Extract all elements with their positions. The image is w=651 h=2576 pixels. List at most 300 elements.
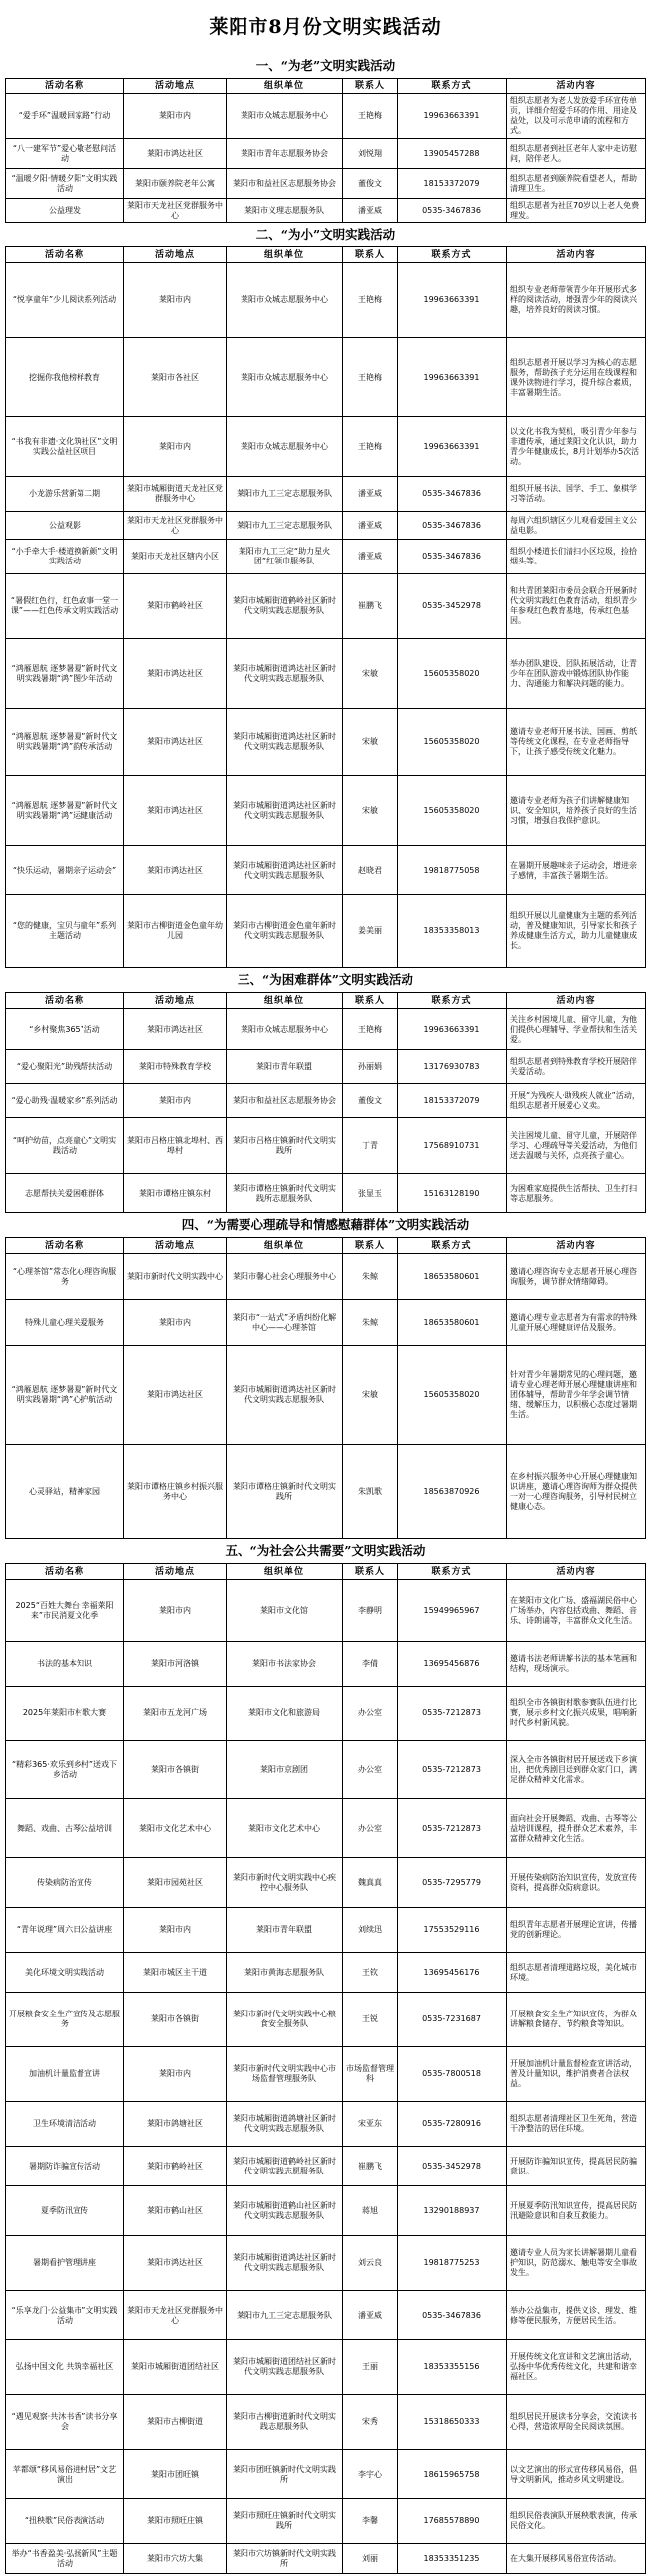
contact-phone: 18353355156 [398, 2340, 507, 2394]
table-row [6, 169, 646, 199]
activity-content: 邀请心理咨询专业志愿者开展心理咨询服务，调节群众情绪障碍。 [507, 1254, 646, 1299]
contact-person: 蒋旭 [343, 2186, 398, 2235]
activity-name: “鸿雁恩航 逐梦暑夏”新时代文明实践暑期“鸿”图少年活动 [6, 639, 124, 708]
activity-table [5, 992, 646, 1213]
activity-name: “青年说理”周六日公益讲座 [6, 1908, 124, 1952]
activity-place: 莱阳市内 [124, 1580, 227, 1641]
organizer: 莱阳市城厢街道鸽塘社区新时代文明实践志愿服务队 [227, 2102, 343, 2146]
activity-content: 组织志愿者开展以学习为核心的志愿服务，帮助孩子充分运用在线课程和课外读物进行学习，提升综合素质，丰富暑期生活。 [507, 338, 646, 416]
table-row [6, 94, 646, 139]
contact-person: 宋敏 [343, 639, 398, 708]
contact-person: 王艳梅 [343, 94, 398, 138]
page-title: 莱阳市8月份文明实践活动 [209, 16, 442, 38]
organizer: 莱阳市馨心社会心理服务中心 [227, 1254, 343, 1299]
table-row [6, 2340, 646, 2395]
activity-place: 莱阳市颐养院老年公寓 [124, 169, 227, 198]
contact-phone: 15605358020 [398, 1346, 507, 1444]
activity-content: 组织小楼道长们清扫小区垃圾，捡拾烟头等。 [507, 540, 646, 573]
column-header: 活动地点 [124, 247, 227, 262]
organizer: 莱阳市黄海志愿服务队 [227, 1953, 343, 1992]
table-row [6, 1741, 646, 1799]
column-header: 活动内容 [507, 1564, 646, 1579]
contact-person: 宋敏 [343, 1346, 398, 1444]
activity-content: 组织居民开展读书分享会，交流读书心得，营造浓厚的全民阅读氛围。 [507, 2395, 646, 2449]
table-header-row [6, 247, 646, 263]
table-row [6, 1687, 646, 1741]
organizer: 莱阳市古柳街道金色童年新时代文明实践志愿服务队 [227, 895, 343, 967]
activity-content: 组织开展以儿童健康为主题的系列活动，普及健康知识，引导家长和孩子养成健康生活方式，助力儿童健康成长。 [507, 895, 646, 967]
activity-name: 苹都颂“移风易俗进村居”文艺演出 [6, 2450, 124, 2498]
activity-content: 组织民俗表演队开展秧歌表演，传承民俗文化。 [507, 2499, 646, 2543]
table-row [6, 139, 646, 169]
section-heading: 三、“为困难群体”文明实践活动 [238, 972, 413, 987]
table-row [6, 1009, 646, 1050]
contact-person: 朱凯歌 [343, 1445, 398, 1538]
table-row [6, 1953, 646, 1993]
contact-person: 刘悦翔 [343, 139, 398, 168]
activity-content: 以文艺演出的形式宣传移风易俗，倡导文明新风，推动乡风文明建设。 [507, 2450, 646, 2498]
column-header: 活动内容 [507, 79, 646, 93]
section-heading: 二、“为小”文明实践活动 [255, 227, 396, 242]
table-row [6, 512, 646, 540]
organizer: 莱阳市城厢街道鹤山社区新时代文明实践志愿服务队 [227, 2186, 343, 2235]
contact-person: 王艳梅 [343, 417, 398, 476]
section-heading: 一、“为老”文明实践活动 [255, 58, 396, 73]
activity-content: 关注乡村困境儿童、留守儿童，为他们提供心理辅导、学业帮扶和生活关爱。 [507, 1009, 646, 1049]
contact-phone: 18653580601 [398, 1254, 507, 1299]
organizer: 莱阳市古柳街道新时代文明实践志愿服务队 [227, 2395, 343, 2449]
column-header: 组织单位 [227, 1238, 343, 1253]
activity-name: 举办“书香盈美·弘扬新风”主题活动 [6, 2544, 124, 2573]
table-row [6, 1445, 646, 1539]
activity-content: 关注困境儿童、留守儿童，开展陪伴学习、心理疏导等关爱活动，为他们送去温暖与关怀，点亮孩子童心。 [507, 1118, 646, 1173]
activity-place: 莱阳市古柳街道 [124, 2395, 227, 2449]
contact-phone: 18353351235 [398, 2544, 507, 2573]
activity-place: 莱阳市城厢街道团结社区 [124, 2340, 227, 2394]
activity-place: 莱阳市鸿达社区 [124, 1009, 227, 1049]
organizer: 莱阳市青年志愿服务协会 [227, 139, 343, 168]
organizer: 莱阳市众城志愿服务中心 [227, 1009, 343, 1049]
activity-place: 莱阳市吕格庄镇北埠村、西埠村 [124, 1118, 227, 1173]
organizer: 莱阳市新时代文明实践中心疾控中心服务队 [227, 1858, 343, 1907]
contact-person: 董俊文 [343, 1084, 398, 1117]
organizer: 莱阳市众城志愿服务中心 [227, 338, 343, 416]
table-row [6, 1346, 646, 1445]
activity-place: 莱阳市穴坊大集 [124, 2544, 227, 2573]
activity-content: 组织开展书法、国学、手工、象棋学习等活动。 [507, 477, 646, 511]
table-row [6, 2291, 646, 2340]
activity-content: 组织志愿者到特殊教育学校开展陪伴关爱活动。 [507, 1050, 646, 1083]
contact-phone: 18615965758 [398, 2450, 507, 2498]
activity-place: 莱阳市内 [124, 263, 227, 337]
activity-content: 组织志愿者清理道路垃圾，美化城市环境。 [507, 1953, 646, 1992]
table-row [6, 338, 646, 417]
contact-person: 宋敏 [343, 709, 398, 775]
column-header: 活动名称 [6, 247, 124, 262]
activity-place: 莱阳市鹤岭社区 [124, 2147, 227, 2185]
contact-phone: 0535-7231687 [398, 1993, 507, 2046]
section-heading: 四、“为需要心理疏导和情感慰藉群体”文明实践活动 [181, 1217, 470, 1232]
contact-phone: 19963663391 [398, 1009, 507, 1049]
contact-phone: 0535-3467836 [398, 477, 507, 511]
contact-phone: 15605358020 [398, 776, 507, 845]
contact-phone: 0535-7212873 [398, 1741, 507, 1798]
table-row [6, 1993, 646, 2047]
activity-content: 邀请心理专业志愿者为有需求的特殊儿童开展心理健康评估及服务。 [507, 1300, 646, 1345]
contact-person: 王艳梅 [343, 263, 398, 337]
contact-person: 刘丽 [343, 2544, 398, 2573]
column-header: 活动地点 [124, 1564, 227, 1579]
contact-phone: 0535-3452978 [398, 2147, 507, 2185]
activity-table [5, 78, 646, 223]
column-header: 联系方式 [398, 247, 507, 262]
organizer: 莱阳市吕格庄镇新时代文明实践所 [227, 1118, 343, 1173]
column-header: 活动名称 [6, 79, 124, 93]
contact-person: 办公室 [343, 1741, 398, 1798]
activity-name: 小龙游乐营新第二期 [6, 477, 124, 511]
contact-person: 王锐 [343, 1993, 398, 2046]
activity-place: 莱阳市各社区 [124, 338, 227, 416]
activity-content: 组织全市各镇街村歌参赛队伍进行比赛，展示乡村文化振兴成果，唱响新时代乡村新风貌。 [507, 1687, 646, 1740]
activity-table [5, 1237, 646, 1539]
contact-phone: 0535-3467836 [398, 540, 507, 573]
table-row [6, 1084, 646, 1118]
contact-phone: 13905457288 [398, 139, 507, 168]
activity-content: 开展加油机计量监督检查宣讲活动，普及计量知识，维护消费者合法权益。 [507, 2047, 646, 2101]
organizer: 莱阳市城厢街道鹤岭社区新时代文明实践志愿服务队 [227, 574, 343, 638]
activity-content: 开展粮食安全生产知识宣传，为群众讲解粮食储存、节约粮食等知识。 [507, 1993, 646, 2046]
contact-phone: 15605358020 [398, 709, 507, 775]
activity-name: “温暖夕阳·情暖夕阳”文明实践活动 [6, 169, 124, 198]
contact-phone: 15605358020 [398, 639, 507, 708]
organizer: 莱阳市城厢街道鸿达社区新时代文明实践志愿服务队 [227, 709, 343, 775]
activity-name: “鸿雁恩航 逐梦暑夏”新时代文明实践暑期“鸿”心护航活动 [6, 1346, 124, 1444]
activity-content: 组织志愿者为老人发放爱手环宣传单页，详细介绍爱手环的作用、用途及益处，以及可示范申请的流程和方式。 [507, 94, 646, 138]
activity-table [5, 246, 646, 968]
organizer: 莱阳市青年联盟 [227, 1908, 343, 1952]
contact-person: 潘亚威 [343, 477, 398, 511]
table-row [6, 1799, 646, 1858]
contact-phone: 19963663391 [398, 338, 507, 416]
table-header-row [6, 993, 646, 1009]
activity-content: 深入全市各镇街村居开展送戏下乡演出，把优秀剧目送到群众家门口，满足群众精神文化需求。 [507, 1741, 646, 1798]
column-header: 联系方式 [398, 993, 507, 1008]
organizer: 莱阳市城厢街道鸿达社区新时代文明实践志愿服务队 [227, 846, 343, 894]
column-header: 活动名称 [6, 1564, 124, 1579]
contact-person: 李馨 [343, 2499, 398, 2543]
contact-phone: 19963663391 [398, 263, 507, 337]
contact-person: 李宇心 [343, 2450, 398, 2498]
contact-person: 办公室 [343, 1687, 398, 1740]
organizer: 莱阳市九工三定志愿服务队 [227, 2291, 343, 2339]
activity-content: 开展“为残疾人·助残疾人就业”活动，组织志愿者开展爱心义卖。 [507, 1084, 646, 1117]
table-header-row [6, 1238, 646, 1254]
activity-place: 莱阳市内 [124, 2047, 227, 2101]
organizer: 莱阳市新时代文明实践中心粮食安全服务队 [227, 1993, 343, 2046]
contact-phone: 15163128190 [398, 1174, 507, 1212]
activity-table [5, 1563, 646, 2574]
contact-person: 李倩 [343, 1642, 398, 1686]
activity-place: 莱阳市鸿达社区 [124, 709, 227, 775]
contact-phone: 0535-3467836 [398, 2291, 507, 2339]
contact-person: 潘亚威 [343, 2291, 398, 2339]
activity-content: 组织志愿者清理社区卫生死角，营造干净整洁的居住环境。 [507, 2102, 646, 2146]
contact-person: 王艳梅 [343, 1009, 398, 1049]
activity-name: “八一建军节”爱心敬老慰问活动 [6, 139, 124, 168]
activity-name: “遇见观察·共沐书香”读书分享会 [6, 2395, 124, 2449]
activity-content: 开展夏季防汛知识宣传，提高居民防汛避险意识和自救互救能力。 [507, 2186, 646, 2235]
organizer: 莱阳市书法家协会 [227, 1642, 343, 1686]
contact-phone: 18653580601 [398, 1300, 507, 1345]
organizer: 莱阳市团旺镇新时代文明实践所 [227, 2450, 343, 2498]
column-header: 活动内容 [507, 1238, 646, 1253]
activity-name: 美化环境文明实践活动 [6, 1953, 124, 1992]
activity-content: 和共青团莱阳市委员会联合开展新时代文明实践红色教育活动，组织青少年参观红色教育基地，传承红色基因。 [507, 574, 646, 638]
table-row [6, 2395, 646, 2450]
table-row [6, 1300, 646, 1346]
organizer: 莱阳市九工三定志愿服务队 [227, 512, 343, 539]
contact-person: 宋亚东 [343, 2102, 398, 2146]
activity-name: 心灵驿站，精神家园 [6, 1445, 124, 1538]
activity-place: 莱阳市鸿达社区 [124, 2236, 227, 2290]
activity-place: 莱阳市天龙社区辖内小区 [124, 540, 227, 573]
column-header: 联系方式 [398, 1564, 507, 1579]
contact-person: 潘亚威 [343, 199, 398, 222]
table-row [6, 776, 646, 846]
column-header: 联系人 [343, 1564, 398, 1579]
organizer: 莱阳市城厢街道鸿达社区新时代文明实践志愿服务队 [227, 1346, 343, 1444]
contact-phone: 17685578890 [398, 2499, 507, 2543]
table-row [6, 1118, 646, 1174]
activity-content: 组织志愿者到社区老年人家中走访慰问，陪伴老人。 [507, 139, 646, 168]
organizer: 莱阳市众城志愿服务中心 [227, 263, 343, 337]
activity-place: 莱阳市鸿达社区 [124, 1346, 227, 1444]
activity-name: “乡村聚焦365”活动 [6, 1009, 124, 1049]
contact-person: 孙丽娟 [343, 1050, 398, 1083]
activity-name: 弘扬中国文化 共筑幸福社区 [6, 2340, 124, 2394]
column-header: 联系人 [343, 1238, 398, 1253]
organizer: 莱阳市穴坊镇新时代文明实践所 [227, 2544, 343, 2573]
activity-name: “爱心聚阳光”助残帮扶活动 [6, 1050, 124, 1083]
organizer: 莱阳市文化艺术中心 [227, 1799, 343, 1857]
activity-place: 莱阳市鸿达社区 [124, 139, 227, 168]
activity-content: 举办公益集市，提供义诊、理发、维修等便民服务，方便居民生活。 [507, 2291, 646, 2339]
activity-place: 莱阳市五龙河广场 [124, 1687, 227, 1740]
table-row [6, 639, 646, 709]
activity-name: 暑期看护管理讲座 [6, 2236, 124, 2290]
organizer: 莱阳市和益社区志愿服务协会 [227, 1084, 343, 1117]
activity-content: 邀请专业老师为孩子们讲解健康知识、安全知识，培养孩子良好的生活习惯，增强自我保护意识。 [507, 776, 646, 845]
contact-phone: 15949965967 [398, 1580, 507, 1641]
activity-content: 邀请书法老师讲解书法的基本笔画和结构，现场演示。 [507, 1642, 646, 1686]
activity-place: 莱阳市文化艺术中心 [124, 1799, 227, 1857]
contact-person: 潘亚威 [343, 512, 398, 539]
contact-phone: 19818775058 [398, 846, 507, 894]
activity-content: 组织青年志愿者开展理论宣讲，传播党的创新理论。 [507, 1908, 646, 1952]
activity-name: “书我有非遗·文化筑社区”文明实践公益社区项目 [6, 417, 124, 476]
activity-content: 每周六组织辖区少儿观看爱国主义公益电影。 [507, 512, 646, 539]
activity-content: 在暑期开展趣味亲子运动会，增进亲子感情，丰富孩子暑期生活。 [507, 846, 646, 894]
contact-phone: 0535-3467836 [398, 512, 507, 539]
activity-name: “呵护幼苗，点亮童心”文明实践活动 [6, 1118, 124, 1173]
contact-person: 张显玉 [343, 1174, 398, 1212]
column-header: 组织单位 [227, 79, 343, 93]
activity-place: 莱阳市内 [124, 417, 227, 476]
column-header: 组织单位 [227, 993, 343, 1008]
activity-name: “快乐运动，暑期亲子运动会” [6, 846, 124, 894]
activity-content: 以文化书我为契机，吸引青少年参与非遗传承，通过莱阳文化认识，助力青少年健康成长，8月计划举办5次活动。 [507, 417, 646, 476]
activity-place: 莱阳市照旺庄镇 [124, 2499, 227, 2543]
activity-place: 莱阳市谭格庄镇乡村振兴服务中心 [124, 1445, 227, 1538]
activity-name: “鸿雁恩航 逐梦暑夏”新时代文明实践暑期“鸿”运健康活动 [6, 776, 124, 845]
activity-name: “您的健康，宝贝与童年”系列主题活动 [6, 895, 124, 967]
activity-place: 莱阳市河洛镇 [124, 1642, 227, 1686]
activity-place: 莱阳市内 [124, 94, 227, 138]
section-heading: 五、“为社会公共需要”文明实践活动 [225, 1543, 426, 1558]
activity-place: 莱阳市城区主干道 [124, 1953, 227, 1992]
contact-phone: 13695456176 [398, 1953, 507, 1992]
contact-phone: 13176930783 [398, 1050, 507, 1083]
contact-person: 朱鲸 [343, 1300, 398, 1345]
table-row [6, 2102, 646, 2147]
contact-person: 崔鹏飞 [343, 574, 398, 638]
contact-phone: 18153372079 [398, 169, 507, 198]
organizer: 莱阳市谭格庄镇新时代文明实践所志愿服务队 [227, 1174, 343, 1212]
activity-place: 莱阳市天龙社区党群服务中心 [124, 2291, 227, 2339]
activity-place: 莱阳市内 [124, 1300, 227, 1345]
activity-content: 在大集开展移风易俗宣传活动。 [507, 2544, 646, 2573]
organizer: 莱阳市城厢街道团结社区新时代文明实践志愿服务队 [227, 2340, 343, 2394]
activity-name: “鸿雁恩航 逐梦暑夏”新时代文明实践暑期“鸿”韵传承活动 [6, 709, 124, 775]
table-row [6, 417, 646, 477]
activity-place: 莱阳市古柳街道金色童年幼儿园 [124, 895, 227, 967]
organizer: 莱阳市青年联盟 [227, 1050, 343, 1083]
activity-place: 莱阳市鸿达社区 [124, 639, 227, 708]
organizer: 莱阳市城厢街道鸿达社区新时代文明实践志愿服务队 [227, 2236, 343, 2290]
activity-place: 莱阳市天龙社区党群服务中心 [124, 512, 227, 539]
activity-content: 在莱阳市文化广场、盛福湖民俗中心广场举办，内容包括戏曲、舞蹈、音乐、诗朗诵等，丰富群众文化生活。 [507, 1580, 646, 1641]
activity-place: 莱阳市内 [124, 1084, 227, 1117]
organizer: 莱阳市和益社区志愿服务协会 [227, 169, 343, 198]
contact-person: 王钦 [343, 1953, 398, 1992]
activity-place: 莱阳市内 [124, 1908, 227, 1952]
organizer: 莱阳市“一站式”矛盾纠纷化解中心——心理茶馆 [227, 1300, 343, 1345]
organizer: 莱阳市谭格庄镇新时代文明实践所 [227, 1445, 343, 1538]
table-row [6, 2186, 646, 2236]
contact-phone: 13290188937 [398, 2186, 507, 2235]
activity-place: 莱阳市各镇街 [124, 1741, 227, 1798]
table-row [6, 1580, 646, 1642]
contact-person: 崔鹏飞 [343, 2147, 398, 2185]
activity-content: 组织志愿者到颐养院看望老人，帮助清理卫生。 [507, 169, 646, 198]
organizer: 莱阳市新时代文明实践中心市场监督管理服务队 [227, 2047, 343, 2101]
organizer: 莱阳市文化和旅游局 [227, 1687, 343, 1740]
activity-place: 莱阳市鸿达社区 [124, 776, 227, 845]
activity-content: 开展传染病防治知识宣传，发放宣传资料，提高群众防病意识。 [507, 1858, 646, 1907]
activity-name: “心理茶馆”常态化心理咨询服务 [6, 1254, 124, 1299]
contact-person: 宋秀 [343, 2395, 398, 2449]
table-row [6, 2499, 646, 2544]
contact-phone: 0535-7212873 [398, 1687, 507, 1740]
table-header-row [6, 79, 646, 94]
activity-name: 暑期防诈骗宣传活动 [6, 2147, 124, 2185]
contact-phone: 0535-7212873 [398, 1799, 507, 1857]
activity-content: 举办团队建设、团队拓展活动，让青少年在团队游戏中锻炼团队协作能力、沟通能力和解决问题的能力。 [507, 639, 646, 708]
table-row [6, 709, 646, 776]
activity-place: 莱阳市各镇街 [124, 1993, 227, 2046]
table-row [6, 2544, 646, 2574]
activity-name: 加油机计量监督宣讲 [6, 2047, 124, 2101]
column-header: 联系方式 [398, 1238, 507, 1253]
activity-place: 莱阳市特殊教育学校 [124, 1050, 227, 1083]
contact-person: 朱鲸 [343, 1254, 398, 1299]
activity-name: “小手牵大手·楼道换新颜”文明实践活动 [6, 540, 124, 573]
activity-name: 挖掘你我他榜样教育 [6, 338, 124, 416]
column-header: 组织单位 [227, 247, 343, 262]
contact-phone: 0535-3452978 [398, 574, 507, 638]
column-header: 活动地点 [124, 1238, 227, 1253]
contact-phone: 15318650333 [398, 2395, 507, 2449]
column-header: 活动内容 [507, 993, 646, 1008]
table-row [6, 574, 646, 639]
table-row [6, 1174, 646, 1213]
contact-phone: 19963663391 [398, 417, 507, 476]
contact-phone: 0535-3467836 [398, 199, 507, 222]
contact-person: 董俊文 [343, 169, 398, 198]
activity-content: 开展传统文化宣讲和文艺演出活动，弘扬中华优秀传统文化，共建和谐幸福社区。 [507, 2340, 646, 2394]
activity-place: 莱阳市城厢街道天龙社区党群服务中心 [124, 477, 227, 511]
activity-name: 夏季防汛宣传 [6, 2186, 124, 2235]
contact-person: 姜美丽 [343, 895, 398, 967]
contact-person: 刘云良 [343, 2236, 398, 2290]
contact-phone: 18353358013 [398, 895, 507, 967]
column-header: 活动地点 [124, 993, 227, 1008]
activity-name: “悦享童年”少儿阅读系列活动 [6, 263, 124, 337]
activity-content: 针对青少年暑期常见的心理问题，邀请专业心理老师开展心理健康讲座和团体辅导，帮助青少年学会调节情绪、缓解压力，以积极心态度过暑期生活。 [507, 1346, 646, 1444]
contact-phone: 0535-7280916 [398, 2102, 507, 2146]
activity-name: 传染病防治宣传 [6, 1858, 124, 1907]
table-row [6, 1908, 646, 1953]
activity-content: 组织专业老师带领青少年开展形式多样的阅读活动，增强青少年的阅读兴趣，培养良好的阅读习惯。 [507, 263, 646, 337]
column-header: 活动名称 [6, 1238, 124, 1253]
contact-person: 宋敏 [343, 776, 398, 845]
table-row [6, 846, 646, 895]
activity-content: 为困难家庭提供生活帮扶、卫生打扫等志愿服务。 [507, 1174, 646, 1212]
contact-person: 办公室 [343, 1799, 398, 1857]
activity-name: 2025年莱阳市村歌大赛 [6, 1687, 124, 1740]
activity-content: 组织志愿者为社区70岁以上老人免费理发。 [507, 199, 646, 222]
activity-name: “暑假红色行，红色故事一堂一课”——红色传承文明实践活动 [6, 574, 124, 638]
column-header: 联系人 [343, 79, 398, 93]
organizer: 莱阳市众城志愿服务中心 [227, 417, 343, 476]
activity-place: 莱阳市团旺镇 [124, 2450, 227, 2498]
contact-phone: 0535-7800518 [398, 2047, 507, 2101]
table-row [6, 199, 646, 223]
activity-content: 面向社会开展舞蹈、戏曲、古琴等公益培训课程，提升群众艺术素养，丰富群众精神文化生活。 [507, 1799, 646, 1857]
activity-name: “爱手环”温暖回家路”行动 [6, 94, 124, 138]
table-row [6, 2047, 646, 2102]
contact-phone: 13695456876 [398, 1642, 507, 1686]
column-header: 联系人 [343, 247, 398, 262]
table-row [6, 1254, 646, 1300]
activity-content: 邀请专业人员为家长讲解暑期儿童看护知识，防范溺水、触电等安全事故发生。 [507, 2236, 646, 2290]
activity-name: “精彩365·欢乐到乡村”送戏下乡活动 [6, 1741, 124, 1798]
activity-place: 莱阳市鹤山社区 [124, 2186, 227, 2235]
activity-place: 莱阳市园苑社区 [124, 1858, 227, 1907]
table-row [6, 2236, 646, 2291]
column-header: 活动内容 [507, 247, 646, 262]
activity-name: “扭秧歌”民俗表演活动 [6, 2499, 124, 2543]
